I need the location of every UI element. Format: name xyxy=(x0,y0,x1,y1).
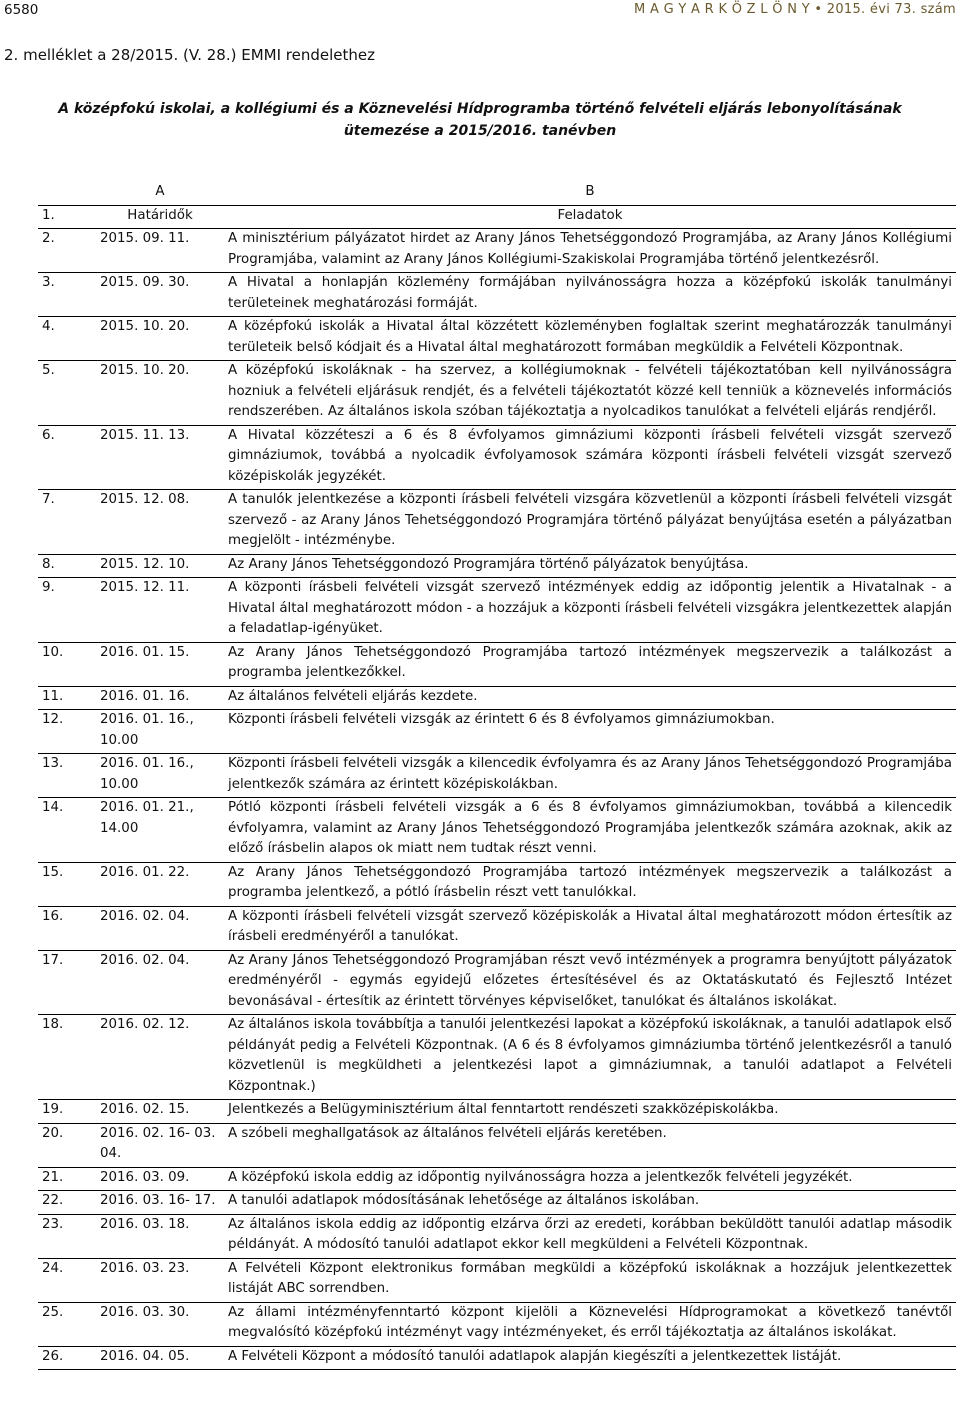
row-number: 19. xyxy=(38,1100,96,1124)
row-task: A minisztérium pályázatot hirdet az Arany János Tehetséggondozó Programjába, az Arany János Kollégiumi Programjába, valamint az Arany János Kollégiumi-Szakiskolai Programjába történő jelentkezésről. xyxy=(224,229,956,273)
row-deadline: 2016. 01. 15. xyxy=(96,642,224,686)
row-task: A központi írásbeli felvételi vizsgát szervező intézmények eddig az időpontig jelentik a Hivatalnak - a Hivatal által meghatározott módon - a hozzájuk a központi írásbeli felvételi vizsgákra jelentkezettek alapján a feladatlap-igényüket. xyxy=(224,578,956,643)
table-row xyxy=(38,906,956,950)
row-task: Az általános felvételi eljárás kezdete. xyxy=(224,686,956,710)
title-line-2: ütemezése a 2015/2016. tanévben xyxy=(343,123,617,139)
row-deadline: 2015. 11. 13. xyxy=(96,425,224,490)
row-number: 10. xyxy=(38,642,96,686)
row-deadline: 2016. 02. 12. xyxy=(96,1015,224,1100)
schedule-table xyxy=(38,182,956,1370)
row-number: 16. xyxy=(38,906,96,950)
table-row xyxy=(38,1191,956,1215)
row-task: Az Arany János Tehetséggondozó Programjában részt vevő intézmények a programra benyújtott pályázatok eredményéről - egymás egyidejű előzetes értesítésével és az Oktatáskutató és Fejlesztő Intézet bevonásával - értesítik az érintett törvényes képviselőket, tanulókat és általános iskolákat. xyxy=(224,950,956,1015)
header-tasks: Feladatok xyxy=(224,205,956,229)
row-deadline: 2016. 02. 15. xyxy=(96,1100,224,1124)
row-task: A Felvételi Központ a módosító tanulói adatlapok alapján kiegészíti a jelentkezettek listáját. xyxy=(224,1346,956,1370)
row-deadline: 2016. 03. 16- 17. xyxy=(96,1191,224,1215)
page-header xyxy=(0,0,960,22)
table-row xyxy=(38,273,956,317)
row-deadline: 2016. 02. 04. xyxy=(96,950,224,1015)
row-deadline: 2016. 03. 09. xyxy=(96,1167,224,1191)
row-task: A központi írásbeli felvételi vizsgát szervező középiskolák a Hivatal által meghatározott módon értesítik az írásbeli eredményéről a tanulókat. xyxy=(224,906,956,950)
row-deadline: 2015. 10. 20. xyxy=(96,361,224,426)
row-deadline: 2016. 03. 23. xyxy=(96,1258,224,1302)
header-deadlines: Határidők xyxy=(96,205,224,229)
row-deadline: 2015. 12. 10. xyxy=(96,554,224,578)
table-row xyxy=(38,490,956,555)
header-number: 1. xyxy=(38,205,96,229)
row-number: 21. xyxy=(38,1167,96,1191)
row-number: 24. xyxy=(38,1258,96,1302)
row-number: 12. xyxy=(38,710,96,754)
column-a: A xyxy=(96,182,224,205)
row-number: 18. xyxy=(38,1015,96,1100)
row-number: 26. xyxy=(38,1346,96,1370)
row-task: A Felvételi Központ elektronikus formában megküldi a középfokú iskoláknak a hozzájuk jelentkezettek listáját ABC sorrendben. xyxy=(224,1258,956,1302)
row-number: 20. xyxy=(38,1123,96,1167)
table-row xyxy=(38,425,956,490)
row-deadline: 2016. 01. 16., 10.00 xyxy=(96,710,224,754)
row-task: A Hivatal közzéteszi a 6 és 8 évfolyamos gimnáziumi központi írásbeli felvételi vizsgát szervező gimnáziumok, továbbá a nyolcadik évfolyamosok számára központi írásbeli felvételi vizsgát szervező középiskolák jegyzékét. xyxy=(224,425,956,490)
row-number: 6. xyxy=(38,425,96,490)
table-row xyxy=(38,1258,956,1302)
row-task: A szóbeli meghallgatások az általános felvételi eljárás keretében. xyxy=(224,1123,956,1167)
row-deadline: 2016. 03. 18. xyxy=(96,1214,224,1258)
row-deadline: 2015. 12. 11. xyxy=(96,578,224,643)
table-row xyxy=(38,710,956,754)
row-number: 4. xyxy=(38,317,96,361)
journal-header: M A G Y A R K Ö Z L Ö N Y • 2015. évi 73. szám xyxy=(634,2,956,17)
row-number: 11. xyxy=(38,686,96,710)
table-row xyxy=(38,1346,956,1370)
row-task: A Hivatal a honlapján közlemény formájában nyilvánosságra hozza a középfokú iskolák tanulmányi területeinek meghatározási formáját. xyxy=(224,273,956,317)
page-number: 6580 xyxy=(4,2,39,18)
row-number: 2. xyxy=(38,229,96,273)
row-deadline: 2016. 02. 04. xyxy=(96,906,224,950)
row-task: A középfokú iskolák a Hivatal által közzétett közleményben foglaltak szerint meghatározzák tanulmányi területeik belső kódjait és a Hivatal által meghatározott formában megküldik a Felvételi Központnak. xyxy=(224,317,956,361)
row-task: A tanulók jelentkezése a központi írásbeli felvételi vizsgára közvetlenül a központi írásbeli felvételi vizsgát szervező - az Arany János Tehetséggondozó Programjára történő pályázat benyújtása esetén a pályázatban megjelölt - intézménybe. xyxy=(224,490,956,555)
table-row xyxy=(38,578,956,643)
table-row xyxy=(38,1100,956,1124)
title-line-1: A középfokú iskolai, a kollégiumi és a Köznevelési Hídprogramba történő felvételi eljárás lebonyolításának xyxy=(58,101,902,117)
row-number: 25. xyxy=(38,1302,96,1346)
row-deadline: 2016. 01. 21., 14.00 xyxy=(96,798,224,863)
row-number: 22. xyxy=(38,1191,96,1215)
table-row xyxy=(38,229,956,273)
table-row xyxy=(38,686,956,710)
row-deadline: 2015. 12. 08. xyxy=(96,490,224,555)
row-task: Pótló központi írásbeli felvételi vizsgák a 6 és 8 évfolyamos gimnáziumokban, továbbá a kilencedik évfolyamra, valamint az Arany János Tehetséggondozó Programjába jelentkezők számára azoknak, akik az előző írásbelin alapos ok miatt nem tudtak részt venni. xyxy=(224,798,956,863)
table-row xyxy=(38,1214,956,1258)
table-row xyxy=(38,554,956,578)
table-row xyxy=(38,1302,956,1346)
row-task: Központi írásbeli felvételi vizsgák az érintett 6 és 8 évfolyamos gimnáziumokban. xyxy=(224,710,956,754)
row-task: Jelentkezés a Belügyminisztérium által fenntartott rendészeti szakközépiskolákba. xyxy=(224,1100,956,1124)
row-task: Az Arany János Tehetséggondozó Programjába tartozó intézmények megszervezik a találkozást a programba jelentkező, a pótló írásbelin részt vett tanulókkal. xyxy=(224,862,956,906)
row-task: Az Arany János Tehetséggondozó Programjába tartozó intézmények megszervezik a találkozást a programba jelentkezőkkel. xyxy=(224,642,956,686)
row-deadline: 2015. 09. 11. xyxy=(96,229,224,273)
row-number: 9. xyxy=(38,578,96,643)
column-b: B xyxy=(224,182,956,205)
row-task: A tanulói adatlapok módosításának lehetősége az általános iskolában. xyxy=(224,1191,956,1215)
table-row xyxy=(38,1167,956,1191)
row-number: 8. xyxy=(38,554,96,578)
table-row xyxy=(38,1015,956,1100)
row-deadline: 2016. 01. 22. xyxy=(96,862,224,906)
row-number: 17. xyxy=(38,950,96,1015)
row-task: A középfokú iskola eddig az időpontig nyilvánosságra hozza a jelentkezők felvételi jegyzékét. xyxy=(224,1167,956,1191)
row-deadline: 2016. 04. 05. xyxy=(96,1346,224,1370)
row-task: Központi írásbeli felvételi vizsgák a kilencedik évfolyamra és az Arany János Tehetséggondozó Programjába jelentkezők számára az érintett középiskolákban. xyxy=(224,754,956,798)
row-task: A középfokú iskoláknak - ha szervez, a kollégiumoknak - felvételi tájékoztatóban kell nyilvánosságra hozniuk a felvételi eljárásuk rendjét, és a felvételi tájékoztatót közzé kell tenniük a köznevelés információs rendszerében. Az általános iskola szóban tájékoztatja a nyolcadikos tanulókat a felvételi eljárás rendjéről. xyxy=(224,361,956,426)
row-number: 14. xyxy=(38,798,96,863)
row-deadline: 2016. 01. 16. xyxy=(96,686,224,710)
row-deadline: 2016. 01. 16., 10.00 xyxy=(96,754,224,798)
row-task: Az általános iskola továbbítja a tanulói jelentkezési lapokat a középfokú iskoláknak, a tanulói adatlapok első példányát pedig a Felvételi Központnak. (A 6 és 8 évfolyamos gimnáziumba történő jelentkezésről a tanuló közvetlenül is megküldheti a jelentkezési lapot a gimnáziumnak, a tanulói adatlapot a Felvételi Központnak.) xyxy=(224,1015,956,1100)
row-deadline: 2016. 02. 16- 03. 04. xyxy=(96,1123,224,1167)
table-row xyxy=(38,361,956,426)
row-task: Az Arany János Tehetséggondozó Programjára történő pályázatok benyújtása. xyxy=(224,554,956,578)
document-title xyxy=(0,98,960,142)
row-number: 13. xyxy=(38,754,96,798)
table-row xyxy=(38,862,956,906)
row-number: 3. xyxy=(38,273,96,317)
row-number: 23. xyxy=(38,1214,96,1258)
annex-reference: 2. melléklet a 28/2015. (V. 28.) EMMI rendelethez xyxy=(4,46,375,64)
table-row xyxy=(38,1123,956,1167)
row-task: Az állami intézményfenntartó központ kijelöli a Köznevelési Hídprogramokat a következő tanévtől megvalósító középfokú intézményt vagy intézményeket, és erről tájékoztatja az általános iskolákat. xyxy=(224,1302,956,1346)
row-deadline: 2016. 03. 30. xyxy=(96,1302,224,1346)
row-number: 15. xyxy=(38,862,96,906)
row-number: 5. xyxy=(38,361,96,426)
table-row xyxy=(38,317,956,361)
row-deadline: 2015. 10. 20. xyxy=(96,317,224,361)
column-letters-row xyxy=(38,182,956,205)
row-number: 7. xyxy=(38,490,96,555)
row-deadline: 2015. 09. 30. xyxy=(96,273,224,317)
table-row xyxy=(38,950,956,1015)
table-row xyxy=(38,642,956,686)
row-task: Az általános iskola eddig az időpontig elzárva őrzi az eredeti, korábban beküldött tanulói adatlap második példányát. A módosító tanulói adatlapot ekkor kell megküldeni a Felvételi Központnak. xyxy=(224,1214,956,1258)
table-row xyxy=(38,798,956,863)
header-row xyxy=(38,205,956,229)
table-row xyxy=(38,754,956,798)
